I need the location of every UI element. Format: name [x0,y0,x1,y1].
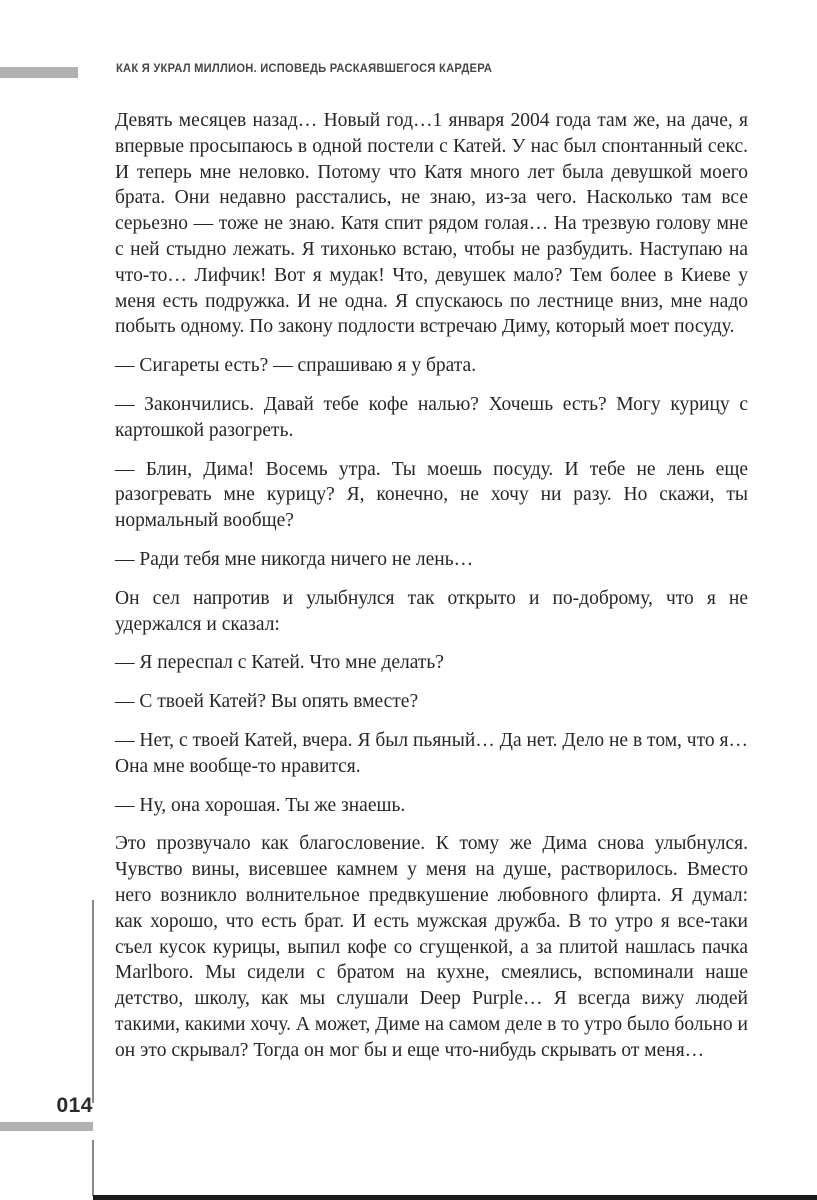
page-number: 014 [56,1094,93,1117]
narrative-paragraph: Он сел напротив и улыбнулся так открыто и по-доброму, что я не удержался и сказал: [115,587,748,635]
page-text [115,108,748,1077]
margin-rule-lower [92,1140,94,1196]
dialogue-paragraph: — Блин, Дима! Восемь утра. Ты моешь посуду. И тебе не лень еще разогревать мне курицу? Я, конечно, не хочу ни разу. Но скажи, ты нормальный вообще? [115,458,748,532]
narrative-paragraph: Это прозвучало как благословение. К тому же Дима снова улыбнулся. Чувство вины, висевшее камнем у меня на душе, растворилось. Вместо него возникло волнительное предвкушение любовного флирта. Я думал: как хорошо, что есть брат. И есть мужская дружба. В то утро я все-таки съел кусок курицы, выпил кофе со сгущенкой, а за плитой нашлась пачка Marlboro. Мы сидели с братом на кухне, смеялись, вспоминали наше детство, школу, как мы слушали Deep Purple… Я всегда вижу людей такими, какими хочу. А может, Диме на самом деле в то утро было больно и он это скрывал? Тогда он мог бы и еще что-нибудь скрывать от меня… [115,833,748,1061]
running-header: КАК Я УКРАЛ МИЛЛИОН. ИСПОВЕДЬ РАСКАЯВШЕГОСЯ КАРДЕРА [116,63,493,75]
header-decoration-bar [0,67,78,78]
bottom-edge-bar [93,1195,817,1200]
dialogue-paragraph: — Сигареты есть? — спрашиваю я у брата. [115,355,477,377]
margin-rule-upper [92,900,94,1103]
dialogue-paragraph: — Нет, с твоей Катей, вчера. Я был пьяный… Да нет. Дело не в том, что я… Она мне вообще-то нравится. [115,729,748,777]
narrative-paragraph: Девять месяцев назад… Новый год…1 января 2004 года там же, на даче, я впервые просыпаюсь в одной постели с Катей. У нас был спонтанный секс. И теперь мне неловко. Потому что Катя много лет была девушкой моего брата. Они недавно расстались, не знаю, из-за чего. Насколько там все серьезно — тоже не знаю. Катя спит рядом голая… На трезвую голову мне с ней стыдно лежать. Я тихонько встаю, чтобы не разбудить. Наступаю на что-то… Лифчик! Вот я мудак! Что, девушек мало? Тем более в Киеве у меня есть подружка. И не одна. Я спускаюсь по лестнице вниз, мне надо побыть одному. По закону подлости встречаю Диму, который моет посуду. [115,110,748,338]
footer-decoration-bar [0,1122,93,1131]
dialogue-paragraph: — Я переспал с Катей. Что мне делать? [115,652,444,674]
dialogue-paragraph: — С твоей Катей? Вы опять вместе? [115,691,419,713]
dialogue-paragraph: — Ну, она хорошая. Ты же знаешь. [115,794,406,816]
dialogue-paragraph: — Ради тебя мне никогда ничего не лень… [115,548,474,570]
dialogue-paragraph: — Закончились. Давай тебе кофе налью? Хочешь есть? Могу курицу с картошкой разогреть. [115,393,748,441]
